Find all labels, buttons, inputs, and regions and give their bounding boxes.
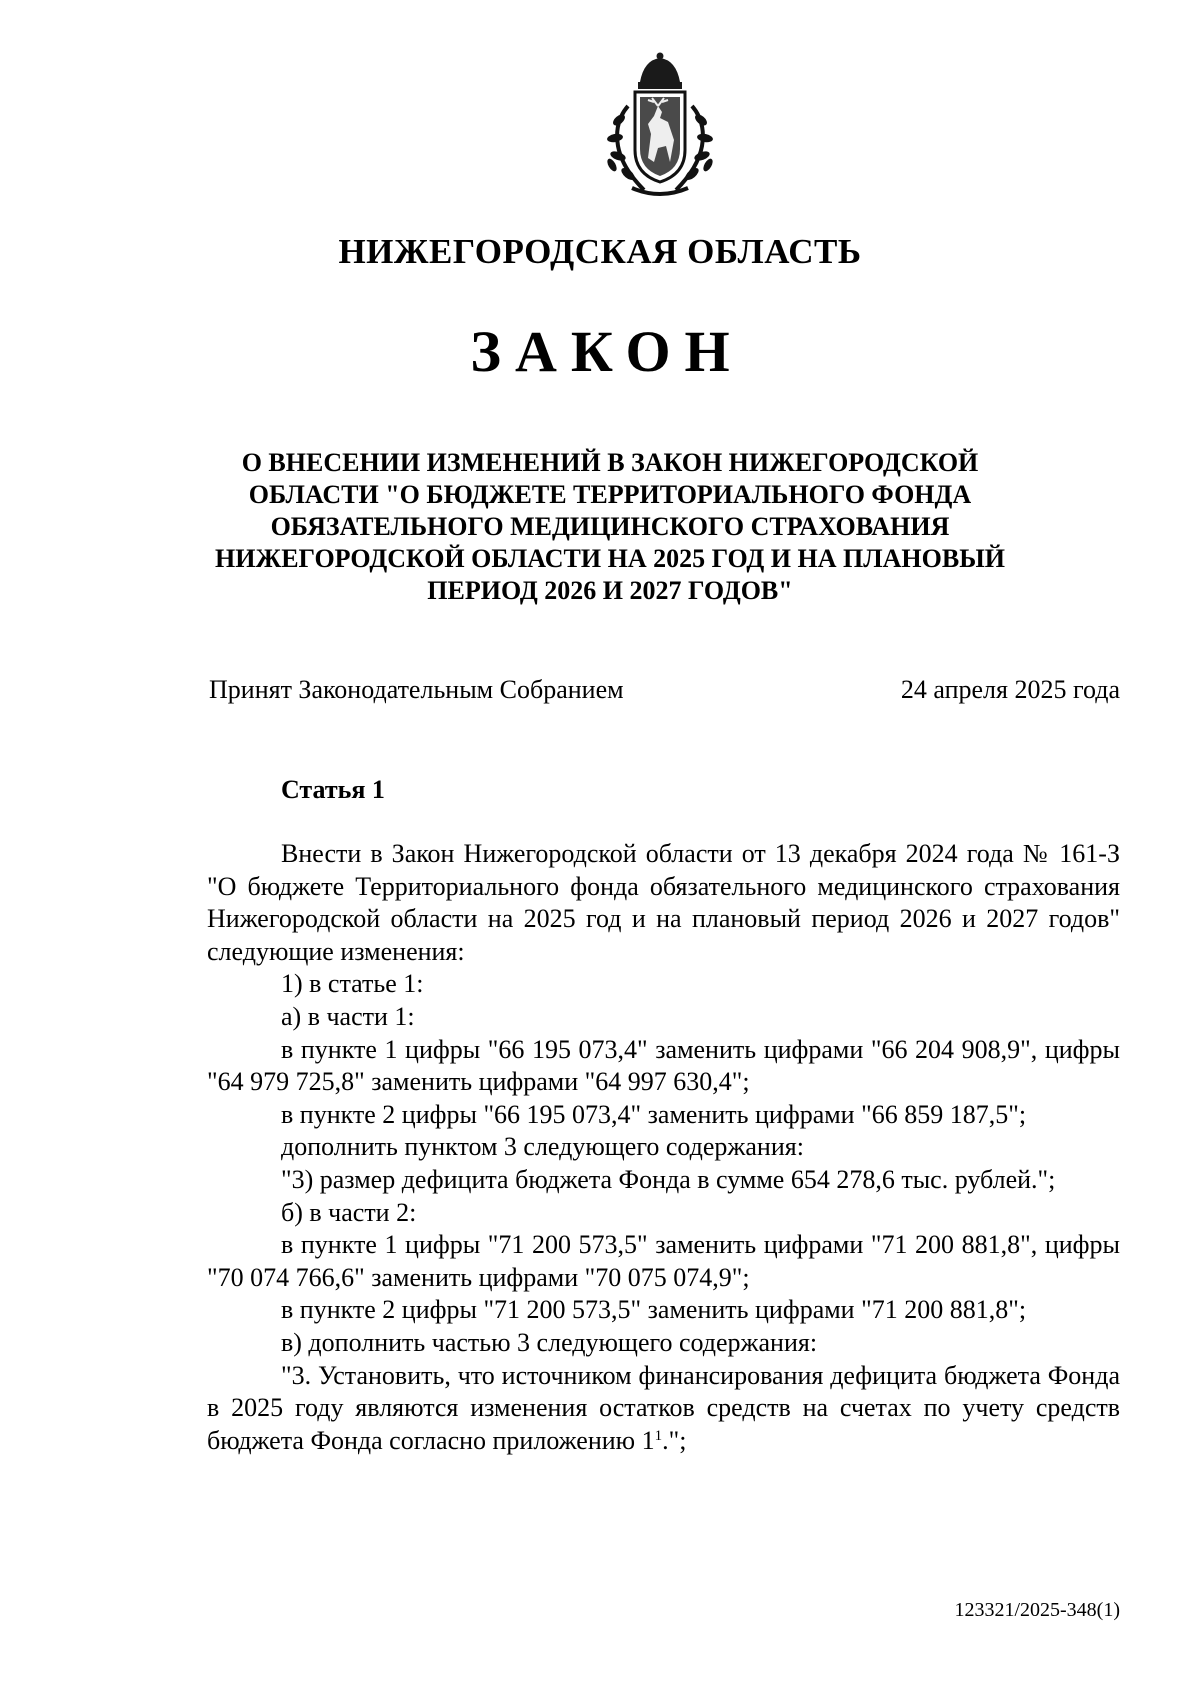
article-paragraph: в пункте 2 цифры "66 195 073,4" заменить цифрами "66 859 187,5"; bbox=[281, 1099, 1027, 1129]
article-paragraph-text: "3. Установить, что источником финансирования дефицита бюджета Фонда в 2025 году являются изменения остатков средств на счетах по учету средств бюджета Фонда согласно приложению 1 bbox=[207, 1360, 1120, 1455]
article-paragraph-last bbox=[207, 1360, 1120, 1458]
article-paragraph: б) в части 2: bbox=[281, 1197, 417, 1227]
law-title-line: ПЕРИОД 2026 И 2027 ГОДОВ" bbox=[427, 576, 793, 605]
law-title-line: НИЖЕГОРОДСКОЙ ОБЛАСТИ НА 2025 ГОД И НА ПЛАНОВЫЙ bbox=[215, 544, 1005, 573]
article-paragraph: в пункте 1 цифры "71 200 573,5" заменить цифрами "71 200 881,8", цифры "70 074 766,6" заменить цифрами "70 075 074,9"; bbox=[207, 1230, 1120, 1292]
article-paragraph: в пункте 2 цифры "71 200 573,5" заменить цифрами "71 200 881,8"; bbox=[281, 1295, 1027, 1325]
adoption-label: Принят Законодательным Собранием bbox=[209, 675, 624, 704]
article-paragraph: "3) размер дефицита бюджета Фонда в сумме 654 278,6 тыс. рублей."; bbox=[281, 1164, 1056, 1194]
law-title-line: ОБЛАСТИ "О БЮДЖЕТЕ ТЕРРИТОРИАЛЬНОГО ФОНДА bbox=[248, 480, 972, 509]
article-paragraph: а) в части 1: bbox=[281, 1001, 415, 1031]
document-number: 123321/2025-348(1) bbox=[954, 1599, 1120, 1621]
article-paragraph: в) дополнить частью 3 следующего содержания: bbox=[281, 1327, 818, 1357]
article-body bbox=[207, 838, 1120, 1457]
adoption-date: 24 апреля 2025 года bbox=[900, 675, 1120, 704]
article-paragraph-tail: ."; bbox=[662, 1425, 687, 1455]
appendix-superscript: 1 bbox=[654, 1427, 663, 1444]
article-paragraph: дополнить пунктом 3 следующего содержания: bbox=[281, 1132, 804, 1162]
article-paragraph: Внести в Закон Нижегородской области от 13 декабря 2024 года № 161-З "О бюджете Территориального фонда обязательного медицинского страхования Нижегородской области на 2025 год и на плановый период 2026 и 2027 годов" следующие изменения: bbox=[207, 839, 1120, 966]
law-title-line: ОБЯЗАТЕЛЬНОГО МЕДИЦИНСКОГО СТРАХОВАНИЯ bbox=[270, 512, 950, 541]
region-name: НИЖЕГОРОДСКАЯ ОБЛАСТЬ bbox=[338, 232, 862, 271]
law-title bbox=[180, 447, 1040, 607]
article-heading: Статья 1 bbox=[281, 775, 385, 804]
document-type: ЗАКОН bbox=[470, 319, 744, 384]
adoption-line bbox=[209, 675, 1120, 705]
article-paragraph: в пункте 1 цифры "66 195 073,4" заменить цифрами "66 204 908,9", цифры "64 979 725,8" заменить цифрами "64 997 630,4"; bbox=[207, 1034, 1120, 1097]
law-title-line: О ВНЕСЕНИИ ИЗМЕНЕНИЙ В ЗАКОН НИЖЕГОРОДСКОЙ bbox=[241, 448, 979, 477]
article-paragraph: 1) в статье 1: bbox=[281, 969, 424, 999]
nizhny-novgorod-coat-of-arms-icon bbox=[588, 50, 732, 200]
